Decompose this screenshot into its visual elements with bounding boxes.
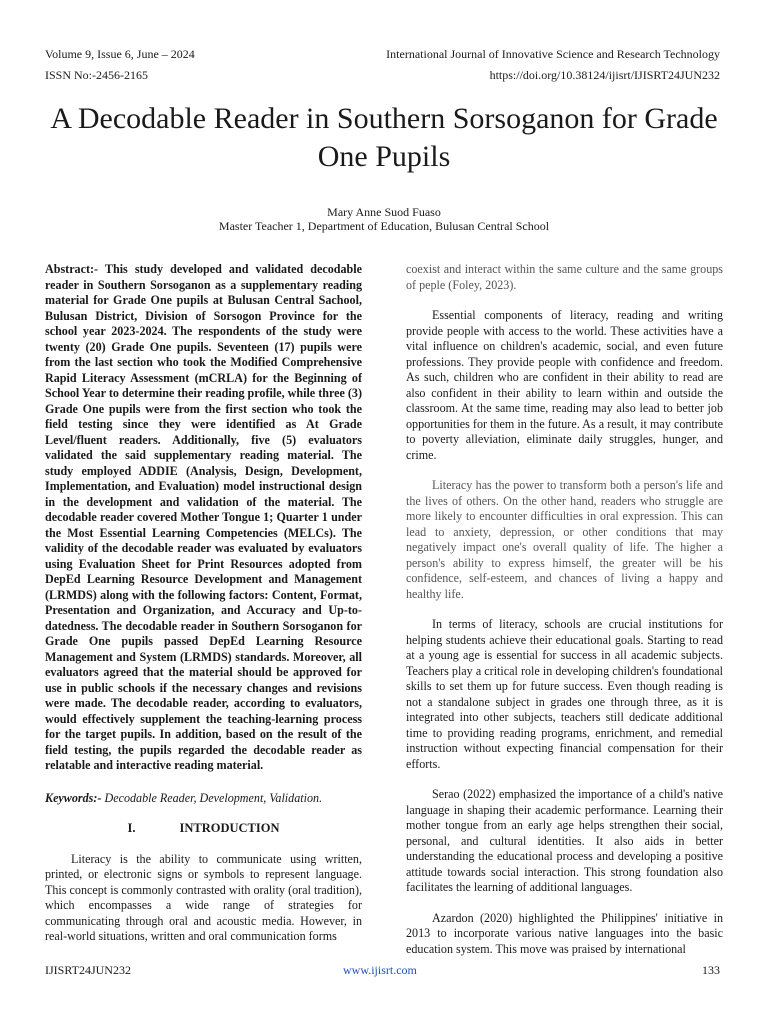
page-number: 133: [702, 963, 720, 977]
right-paragraph-6: Azardon (2020) highlighted the Philippines' initiative in 2013 to incorporate various native languages into the basic education system. This move was praised by international: [406, 910, 723, 956]
footer-website-link[interactable]: www.ijisrt.com: [343, 963, 417, 977]
author-affiliation: Master Teacher 1, Department of Education, Bulusan Central School: [218, 219, 550, 233]
paper-title: A Decodable Reader in Southern Sorsoganon for Grade One Pupils: [50, 102, 718, 173]
keywords: [45, 791, 362, 807]
section-heading-introduction: [45, 821, 362, 837]
right-paragraph-5: Serao (2022) emphasized the importance of a child's native language in shaping their academic performance. Learning their mother tongue from an early age helps strengthen their social, personal, and cultural identities. It also aids in better understanding the educational process and developing a positive attitude towards social interaction. This strong foundation also facilitates the learning of additional languages.: [406, 787, 723, 894]
abstract: Abstract:- This study developed and validated decodable reader in Southern Sorsoganon as a supplementary reading material for Grade One pupils at Bulusan Central Sachool, Bulusan District, Division of Sorsogon Province for the school year 2023-2024. The respondents of the study were twenty (20) Grade One pupils. Seventeen (17) pupils were from the last section who took the Modified Comprehensive Rapid Literacy Assessment (mCRLA) for the Beginning of School Year to determine their reading profile, while three (3) Grade One pupils were from the first section who took the field testing since they were identified as At Grade Level/fluent readers. Additionally, five (5) evaluators validated the said supplementary reading material. The study employed ADDIE (Analysis, Design, Development, Implementation, and Evaluation) model instructional design in the development and validation of the material. The decodable reader covered Mother Tongue 1; Quarter 1 under the Most Essential Learning Competencies (MELCs). The validity of the decodable reader was evaluated by evaluators using Evaluation Sheet for Print Resources adopted from DepEd Learning Resource Development and Management (LRMDS) along with the following factors: Content, Format, Presentation and Organization, and Accuracy and Up-to-datedness. The decodable reader in Southern Sorsoganon for Grade One pupils passed DepEd Learning Resource Management and System (LRMDS) standards. Moreover, all evaluators agreed that the material should be approved for use in public schools if the necessary changes and revisions were made. The decodable reader, according to evaluators, would effectively supplement the teaching-learning process for the target pupils. In addition, based on the result of the field testing, the pupils regarded the decodable reader as relatable and interactive reading material.: [45, 262, 362, 772]
left-column: [45, 262, 362, 945]
journal-name: International Journal of Innovative Science and Research Technology: [386, 47, 720, 61]
keywords-text: Decodable Reader, Development, Validation.: [104, 790, 323, 805]
intro-paragraph-1: Literacy is the ability to communicate using written, printed, or electronic signs or symbols to represent language. This concept is commonly contrasted with orality (oral tradition), which encompasses a wide range of strategies for communicating through oral and acoustic media. However, in real-world situations, written and oral communication forms: [45, 851, 362, 943]
right-column: [406, 262, 723, 957]
section-title: INTRODUCTION: [179, 821, 280, 835]
right-paragraph-4: In terms of literacy, schools are crucial institutions for helping students achieve their educational goals. Starting to read at a young age is essential for success in all academic subjects. Teachers play a critical role in developing children's foundational skills to set them up for future success. Even though reading is not a standalone subject in grades one through three, as it is integrated into other subjects, teachers still dedicate additional time to providing reading programs, enrichment, and remedial instruction without expecting financial compensation for their efforts.: [406, 617, 723, 771]
doi-link[interactable]: https://doi.org/10.38124/ijisrt/IJISRT24JUN232: [489, 68, 720, 82]
right-paragraph-1: coexist and interact within the same culture and the same groups of peple (Foley, 2023).: [406, 262, 723, 292]
journal-issn: ISSN No:-2456-2165: [45, 68, 149, 82]
right-paragraph-2: Essential components of literacy, reading and writing provide people with access to the world. These activities have a vital influence on children's academic, social, and even future professions. They provide people with confidence and freedom. As such, children who are confident in their ability to read are also confident in their ability to learn within and outside the classroom. At the same time, reading may also lead to better job opportunities for them in the future. As a result, it may contribute to poverty alleviation, eliminate daily struggles, hunger, and crime.: [406, 308, 723, 462]
footer-paper-id: IJISRT24JUN232: [45, 963, 131, 977]
section-number: I.: [127, 821, 136, 835]
journal-volume: Volume 9, Issue 6, June – 2024: [45, 47, 195, 61]
keywords-label: Keywords:-: [45, 790, 102, 805]
author-name: Mary Anne Suod Fuaso: [327, 205, 441, 219]
right-paragraph-3: Literacy has the power to transform both a person's life and the lives of others. On the other hand, readers who struggle are more likely to encounter difficulties in oral expression. This can lead to anxiety, depression, or other conditions that may negatively impact one's overall quality of life. The higher a person's ability to express himself, the greater will be his confidence, self-esteem, and chances of living a happy and healthy life.: [406, 478, 723, 601]
